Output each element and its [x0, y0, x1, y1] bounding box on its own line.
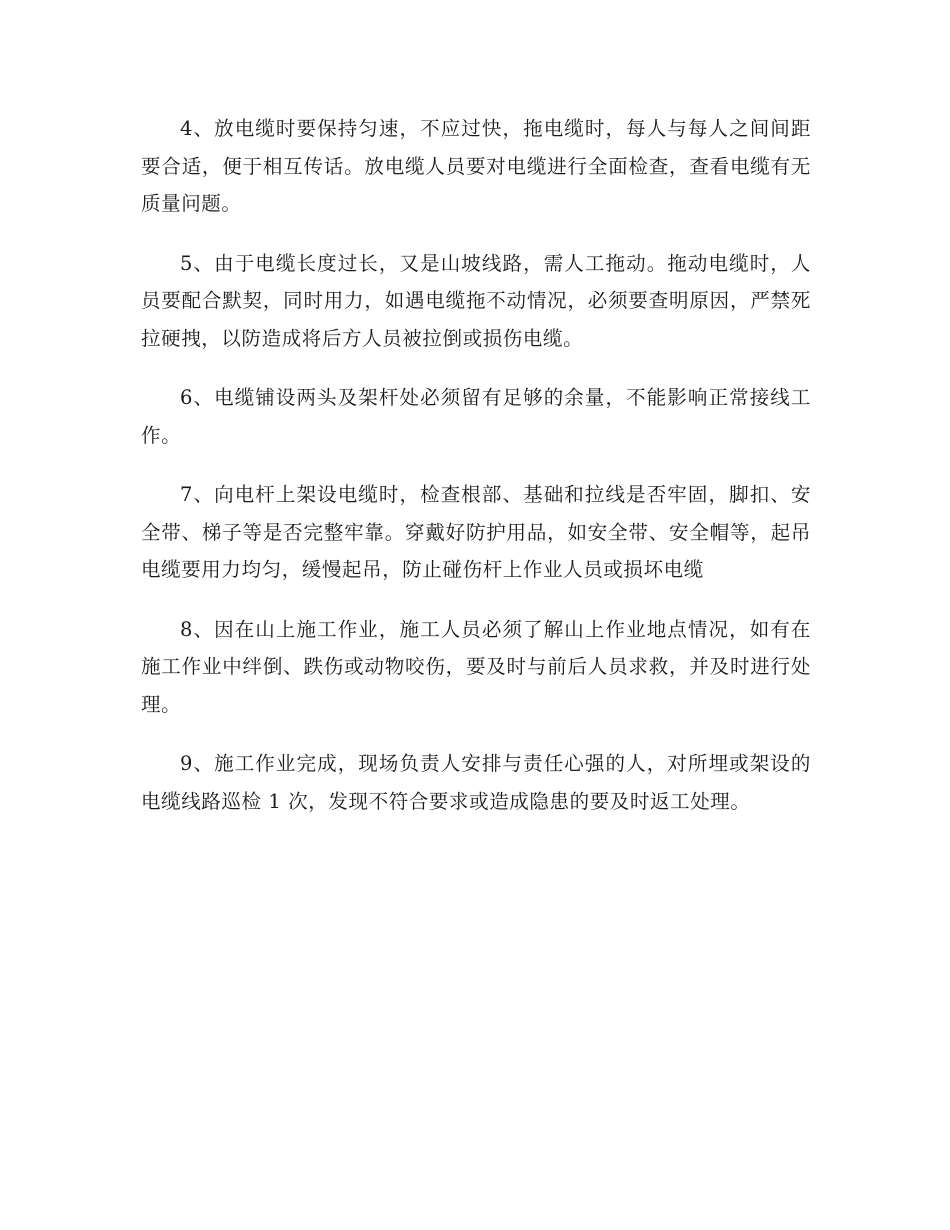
paragraph-item-9: 9、施工作业完成，现场负责人安排与责任心强的人，对所埋或架设的电缆线路巡检 1 次，发现不符合要求或造成隐患的要及时返工处理。 [141, 752, 811, 813]
paragraph-item-5: 5、由于电缆长度过长，又是山坡线路，需人工拖动。拖动电缆时，人员要配合默契，同时用力，如遇电缆拖不动情况，必须要查明原因，严禁死拉硬拽，以防造成将后方人员被拉倒或损伤电缆。 [141, 251, 811, 350]
paragraph-item-6: 6、电缆铺设两头及架杆处必须留有足够的余量，不能影响正常接线工作。 [141, 386, 811, 447]
document-body [141, 110, 811, 842]
paragraph-item-8: 8、因在山上施工作业，施工人员必须了解山上作业地点情况，如有在施工作业中绊倒、跌伤或动物咬伤，要及时与前后人员求救，并及时进行处理。 [141, 617, 811, 716]
paragraph-item-7: 7、向电杆上架设电缆时，检查根部、基础和拉线是否牢固，脚扣、安全带、梯子等是否完整牢靠。穿戴好防护用品，如安全带、安全帽等，起吊电缆要用力均匀，缓慢起吊，防止碰伤杆上作业人员或损坏电缆 [141, 483, 811, 581]
paragraph-item-4: 4、放电缆时要保持匀速，不应过快，拖电缆时，每人与每人之间间距要合适，便于相互传话。放电缆人员要对电缆进行全面检查，查看电缆有无质量问题。 [141, 117, 811, 215]
